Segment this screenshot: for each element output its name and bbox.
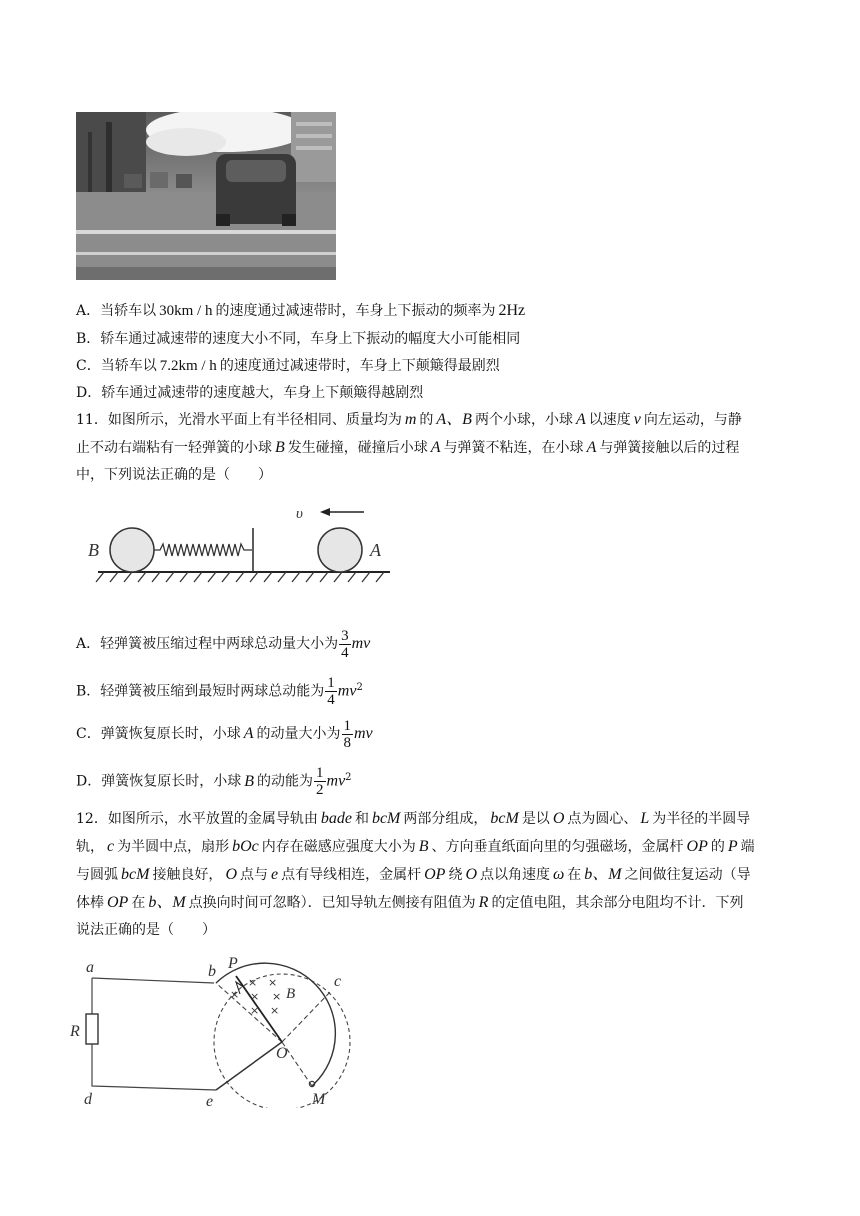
ball-b bbox=[110, 528, 154, 572]
svg-text:×: × bbox=[270, 1004, 280, 1017]
q11-stem-line1: 11．如图所示，光滑水平面上有半径相同、质量均为 m 的 A、B 两个小球，小球 A 以速度 v 向左运动，与静 bbox=[76, 411, 742, 428]
label-r: R bbox=[70, 1023, 80, 1040]
q12-stem-line1: 12．如图所示，水平放置的金属导轨由 bade 和 bcM 两部分组成， bcM 是以 O 点为圆心、 L 为半径的半圆导 bbox=[76, 810, 751, 827]
q10-option-d: D．轿车通过减速带的速度越大，车身上下颠簸得越剧烈 bbox=[76, 385, 424, 401]
svg-text:×: × bbox=[230, 988, 240, 1001]
q10-option-b: B．轿车通过减速带的速度大小不同，车身上下振动的幅度大小可能相同 bbox=[76, 331, 521, 347]
rail-circuit-diagram bbox=[64, 948, 364, 1108]
label-p: P bbox=[228, 955, 238, 972]
spring-balls-diagram bbox=[84, 500, 404, 600]
label-b-field: B bbox=[286, 986, 296, 1002]
svg-text:×: × bbox=[250, 990, 260, 1003]
q12-stem-line3: 与圆弧 bcM 接触良好， O 点与 e 点有导线相连，金属杆 OP 绕 O 点以角速度 ω 在 b、M 之间做往复运动（导 bbox=[76, 866, 751, 883]
q12-figure bbox=[64, 948, 364, 1108]
svg-text:×: × bbox=[248, 976, 258, 989]
label-m: M bbox=[312, 1091, 326, 1108]
svg-text:×: × bbox=[250, 1004, 260, 1017]
fraction: $\frac{1}{4}$ bbox=[327, 675, 335, 709]
q11-stem-line3: 中，下列说法正确的是（ ） bbox=[76, 467, 272, 483]
label-a: a bbox=[86, 959, 94, 976]
q11-figure bbox=[84, 500, 404, 600]
q11-option-c: C．弹簧恢复原长时，小球 A 的动量大小为 $\frac{1}{8}$ mv bbox=[76, 717, 373, 751]
label-e: e bbox=[206, 1093, 214, 1108]
label-a: A bbox=[370, 540, 381, 560]
label-b: B bbox=[88, 540, 99, 560]
spring bbox=[154, 544, 252, 556]
q12-stem-line2: 轨， c 为半圆中点，扇形 bOc 内存在磁感应强度大小为 B 、方向垂直纸面向里的匀强磁场，金属杆 OP 的 P 端 bbox=[76, 838, 755, 855]
svg-text:×: × bbox=[268, 976, 278, 989]
q10-option-a: A．当轿车以 30km / h 的速度通过减速带时，车身上下振动的频率为 2Hz bbox=[76, 302, 526, 319]
resistor bbox=[86, 1014, 98, 1044]
q12-stem-line4: 体棒 OP 在 b、M 点换向时间可忽略）．已知导轨左侧接有阻值为 R 的定值电阻，其余部分电阻均不计．下列 bbox=[76, 894, 744, 911]
label-b: b bbox=[208, 963, 216, 980]
q11-stem-line2: 止不动右端粘有一轻弹簧的小球 B 发生碰撞，碰撞后小球 A 与弹簧不粘连，在小球 A 与弹簧接触以后的过程 bbox=[76, 439, 740, 456]
q10-option-c: C．当轿车以 7.2km / h 的速度通过减速带时，车身上下颠簸得最剧烈 bbox=[76, 358, 500, 374]
label-d: d bbox=[84, 1091, 92, 1108]
ball-a bbox=[318, 528, 362, 572]
fraction: $\frac{3}{4}$ bbox=[341, 627, 349, 661]
svg-text:×: × bbox=[272, 990, 282, 1003]
q12-stem-line5: 说法正确的是（ ） bbox=[76, 922, 216, 938]
q11-option-a: A．轻弹簧被压缩过程中两球总动量大小为 $\frac{3}{4}$ mv bbox=[76, 627, 371, 661]
car-speed-bump-photo bbox=[76, 112, 336, 280]
fraction: $\frac{1}{8}$ bbox=[343, 717, 351, 751]
q11-option-b: B．轻弹簧被压缩到最短时两球总动能为 $\frac{1}{4}$ $mv^2$ bbox=[76, 675, 363, 709]
fraction: $\frac{1}{2}$ bbox=[316, 765, 324, 799]
q11-option-d: D．弹簧恢复原长时，小球 B 的动能为 $\frac{1}{2}$ $mv^2$ bbox=[76, 765, 352, 799]
label-c: c bbox=[334, 973, 342, 990]
label-o: O bbox=[276, 1045, 288, 1062]
velocity-label: υ bbox=[296, 506, 303, 522]
